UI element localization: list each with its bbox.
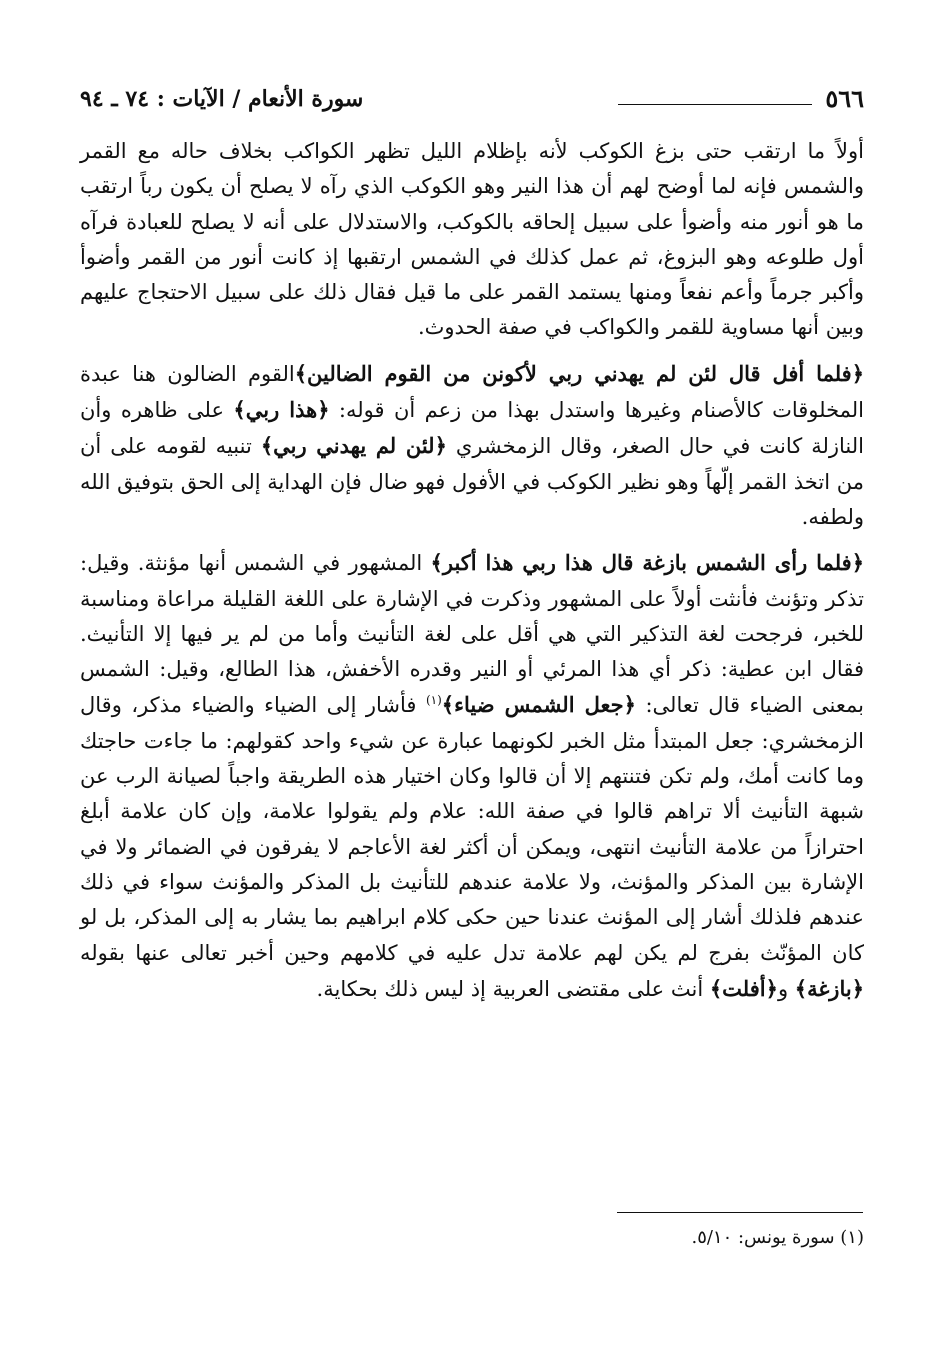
paragraph — [80, 545, 864, 1007]
commentary-text: على ظاهره وأن النازلة كانت في حال الصغر، وقال الزمخشري — [80, 398, 864, 459]
footnote-marker: (١) — [425, 693, 442, 708]
footnote: (١) سورة يونس: ٥/١٠. — [691, 1227, 864, 1248]
commentary-text: و — [777, 976, 795, 1001]
quran-quote: ﴿فلما أفل قال لئن لم يهدني ربي لأكونن من القوم الضالين﴾ — [294, 360, 865, 386]
commentary-text: فأشار إلى الضياء والضياء مذكر، وقال الزمخشري: جعل المبتدأ مثل الخبر لكونهما عبارة عن شيء واحد كقولهم: ما جاءت حاجتك وما كانت أمك، ولم تكن فتنتهم إلا أن قالوا وكان اختيار هذه الطريقة واجباً لصيانة الرب عن شبهة التأنيث ألا تراهم قالوا في صفة الله: علام ولم يقولوا علامة، وإن كان علامة أبلغ احترازاً من علامة التأنيث انتهى، ويمكن أن أكثر لغة الأعاجم لا يفرقون في الضمائر ولا في الإشارة بين المذكر والمؤنث، ولا علامة عندهم للتأنيث بل المذكر والمؤنث سواء في ذلك عندهم فلذلك أشار إلى المؤنث عندنا حين حكى كلام ابراهيم بما يشار به إلى المذكر، بل لو كان المؤنّث بفرج لم يكن لهم علامة تدل عليه في كلامهم وحين أخبر تعالى عنها بقوله — [80, 693, 864, 965]
footnote-rule — [617, 1212, 863, 1213]
quran-quote: ﴿بازغة﴾ — [794, 975, 864, 1001]
commentary-text: تنبيه لقومه على أن من اتخذ القمر إلّهاً وهو نظير الكوكب في الأفول فهو ضال فإن الهداية إلى الحق بتوفيق الله ولطفه. — [80, 434, 864, 529]
quran-quote: ﴿لئن لم يهدني ربي﴾ — [260, 433, 447, 459]
page-number: ٥٦٦ — [825, 84, 864, 113]
header-rule — [618, 104, 812, 105]
commentary-text: المشهور في الشمس أنها مؤنثة. وقيل: تذكر وتؤنث فأنثت أولاً على المشهور وذكرت في الإشارة على اللغة القليلة مراعاة ومناسبة للخبر، فرجحت لغة التذكير التي هي أقل على لغة التأنيث وأما من لم ير فيها إلا التأنيث. فقال ابن عطية: ذكر أي هذا المرئي أو النير وقدره الأخفش، هذا الطالع، وقيل: الشمس بمعنى الضياء قال تعالى: — [80, 551, 864, 718]
body-text — [80, 134, 864, 1007]
commentary-text: أولاً ما ارتقب حتى بزغ الكوكب لأنه بإظلام الليل تظهر الكواكب بخلاف حاله مع القمر والشمس فإنه لما أوضح لهم أن هذا النير وهو الكوكب الذي رآه لا يصلح أن يكون رباً ارتقب ما هو أنور منه وأضوأ على سبيل إلحاقه بالكوكب، والاستدلال على أنه لا يصلح للعبادة فرآه أول طلوعه وهو البزوغ، ثم عمل كذلك في الشمس ارتقبها إذ كانت أنور من القمر وأضوأ وأكبر جرماً وأعم نفعاً ومنها يستمد القمر على ما قيل فقال ذلك على سبيل الاحتجاج عليهم وبين أنها مساوية للقمر والكواكب في صفة الحدوث. — [80, 139, 864, 340]
quran-quote: ﴿فلما رأى الشمس بازغة قال هذا ربي هذا أكبر﴾ — [430, 550, 864, 576]
page-header — [80, 82, 864, 116]
quran-quote: ﴿جعل الشمس ضياء﴾ — [441, 692, 636, 718]
quran-quote: ﴿هذا ربي﴾ — [233, 397, 330, 423]
commentary-text: القوم الضالون هنا عبدة المخلوقات كالأصنام وغيرها واستدل بهذا من زعم أن قوله: — [80, 361, 865, 423]
commentary-text: أنث على مقتضى العربية إذ ليس ذلك بحكاية. — [316, 976, 710, 1001]
paragraph — [80, 134, 864, 346]
running-title: سورة الأنعام / الآيات : ٧٤ ـ ٩٤ — [80, 86, 364, 112]
quran-quote: ﴿أفلت﴾ — [709, 975, 778, 1001]
paragraph — [80, 356, 864, 535]
